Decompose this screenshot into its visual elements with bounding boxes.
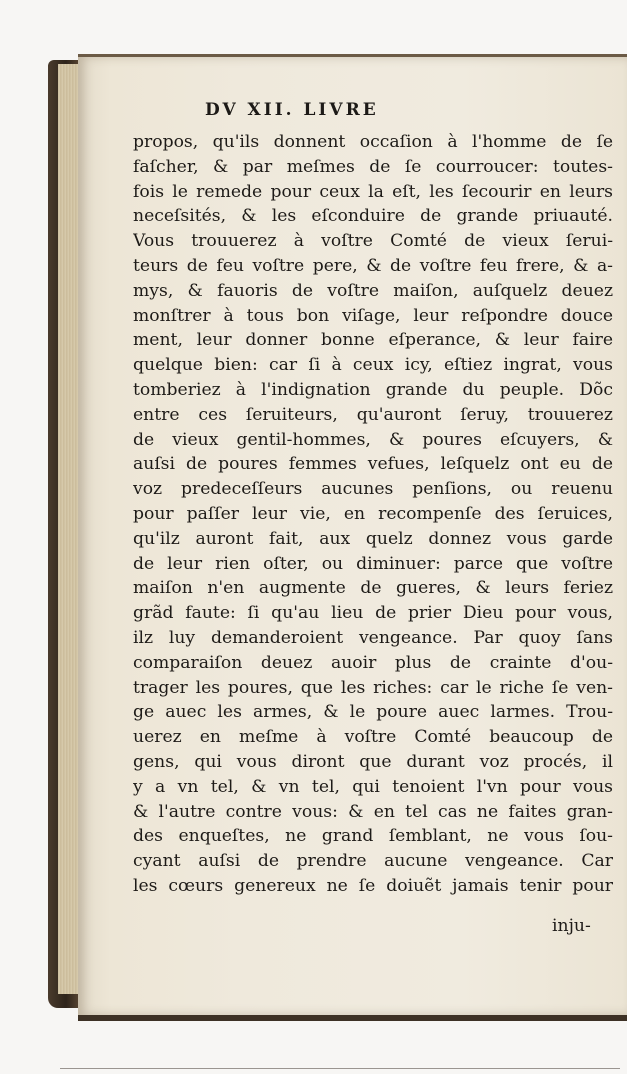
text-line: des enqueſtes, ne grand ſemblant, ne vous ſou- xyxy=(133,826,613,847)
catchword: inju- xyxy=(552,916,591,936)
body-text xyxy=(133,130,613,899)
text-line: de vieux gentil-hommes, & poures eſcuyers, & xyxy=(133,429,613,450)
text-line: maiſon n'en augmente de gueres, & leurs feriez xyxy=(133,578,613,599)
text-line: propos, qu'ils donnent occaſion à l'homme de ſe xyxy=(133,132,613,152)
text-line: faſcher, & par meſmes de ſe courroucer: toutes- xyxy=(133,156,613,177)
text-line: de leur rien oſter, ou diminuer: parce que voſtre xyxy=(133,553,613,574)
text-line: & l'autre contre vous: & en tel cas ne faites gran- xyxy=(133,801,613,822)
text-line: y a vn tel, & vn tel, qui tenoient l'vn pour vous xyxy=(133,776,613,797)
scan-bottom-rule xyxy=(60,1068,620,1069)
text-line: tomberiez à l'indignation grande du peuple. Dõc xyxy=(133,379,613,400)
text-line: Vous trouuerez à voſtre Comté de vieux ſerui- xyxy=(133,231,613,252)
running-head: DV XII. LIVRE xyxy=(205,100,379,120)
text-line: qu'ilz auront fait, aux quelz donnez vous garde xyxy=(133,528,613,549)
text-line: cyant auſsi de prendre aucune vengeance. Car xyxy=(133,851,613,872)
text-line: comparaiſon deuez auoir plus de crainte d'ou- xyxy=(133,652,613,673)
text-line: grãd faute: ſi qu'au lieu de prier Dieu pour vous, xyxy=(133,603,613,624)
text-line: uerez en meſme à voſtre Comté beaucoup de xyxy=(133,727,613,748)
text-line: les cœurs genereux ne ſe doiuẽt jamais tenir pour xyxy=(133,875,613,896)
text-line: entre ces ſeruiteurs, qu'auront ſeruy, trouuerez xyxy=(133,404,613,425)
text-line: ilz luy demanderoient vengeance. Par quoy ſans xyxy=(133,627,613,648)
text-line: ge auec les armes, & le poure auec larmes. Trou- xyxy=(133,702,613,723)
text-line: monſtrer à tous bon viſage, leur reſpondre douce xyxy=(133,305,613,326)
text-line: gens, qui vous diront que durant voz procés, il xyxy=(133,751,613,772)
text-line: auſsi de poures femmes vefues, leſquelz ont eu de xyxy=(133,454,613,475)
text-line: ment, leur donner bonne eſperance, & leur faire xyxy=(133,330,613,351)
text-line: trager les poures, que les riches: car le riche ſe ven- xyxy=(133,677,613,698)
text-line: fois le remede pour ceux la eſt, les ſecourir en leurs xyxy=(133,181,613,202)
text-line: neceſsités, & les eſconduire de grande priuauté. xyxy=(133,206,613,227)
text-line: quelque bien: car ſi à ceux icy, eſtiez ingrat, vous xyxy=(133,355,613,376)
text-line: voz predeceſſeurs aucunes penſions, ou reuenu xyxy=(133,479,613,500)
text-line: teurs de feu voſtre pere, & de voſtre feu frere, & a- xyxy=(133,255,613,276)
text-line: mys, & fauoris de voſtre maiſon, auſquelz deuez xyxy=(133,280,613,301)
text-line: pour paſſer leur vie, en recompenſe des ſeruices, xyxy=(133,503,613,524)
